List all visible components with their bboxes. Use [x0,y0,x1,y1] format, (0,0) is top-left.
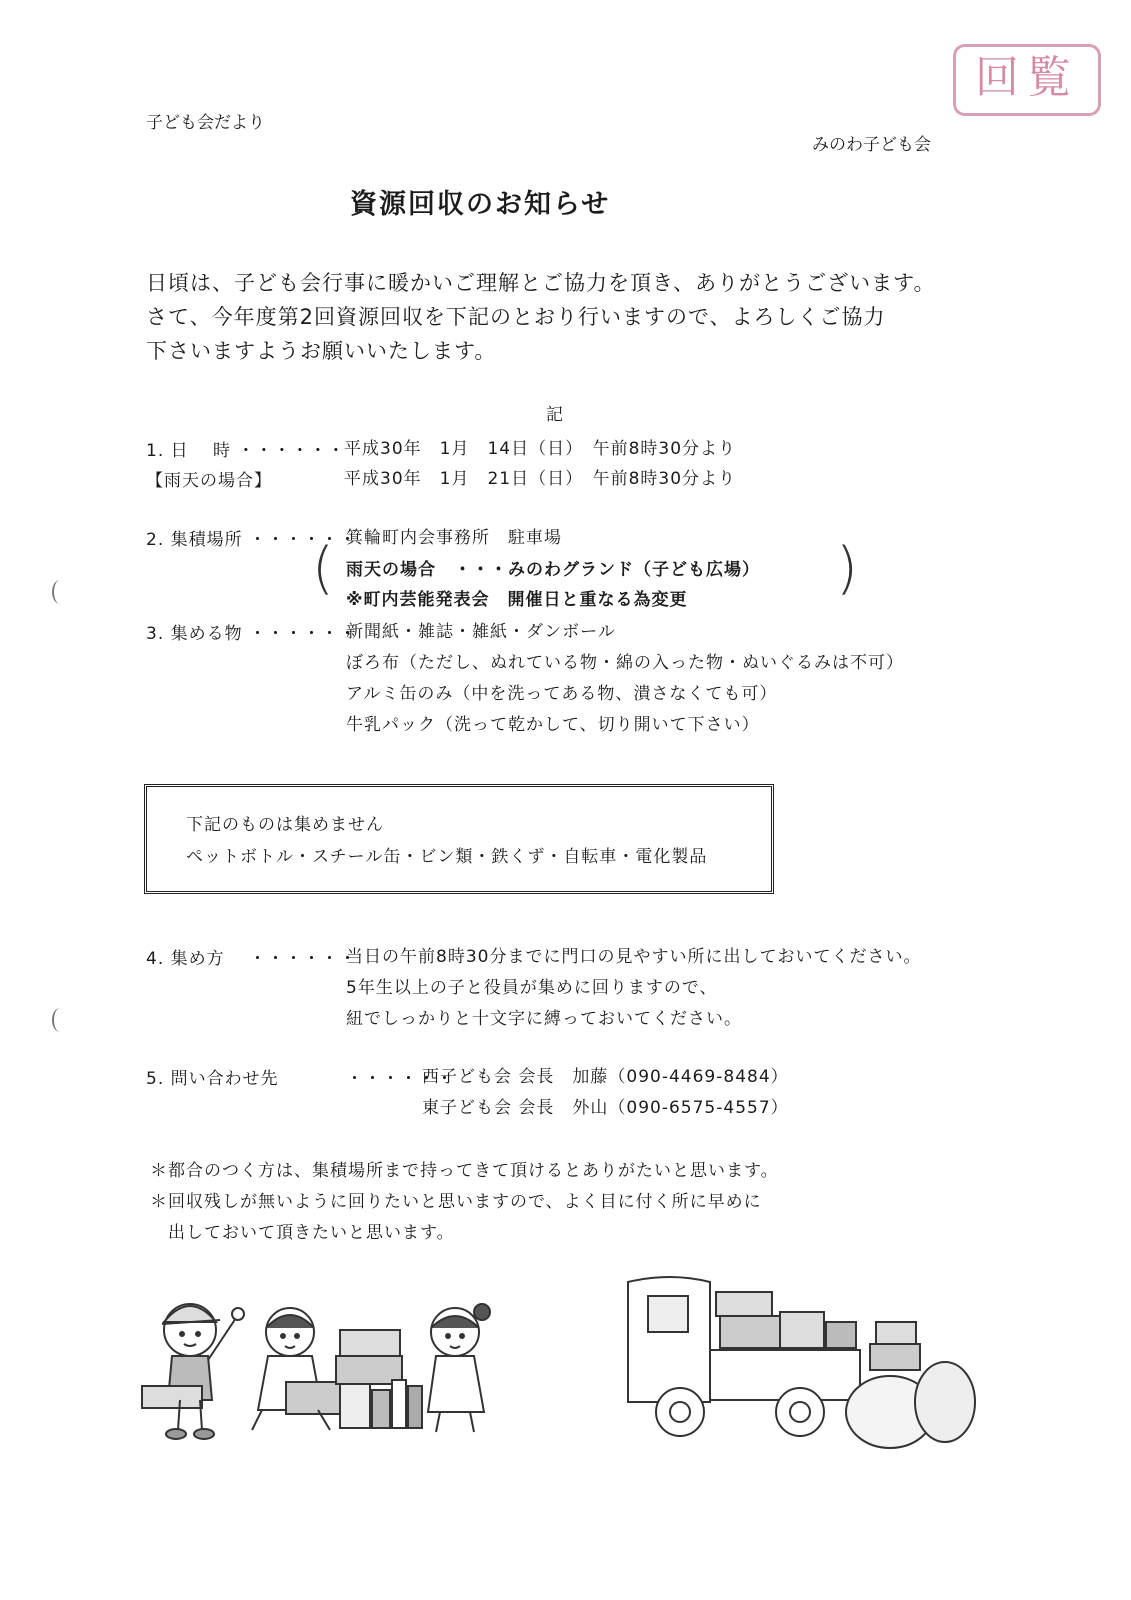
contact-west: 西子ども会 会長 加藤（090-4469-8484） [422,1067,789,1087]
contact-east: 東子ども会 会長 外山（090-6575-4557） [422,1098,789,1118]
punch-hole [52,580,68,604]
note-2: ＊回収残しが無いように回りたいと思いますので、よく目に付く所に早めに [150,1192,762,1212]
left-bracket: ( [312,536,334,601]
item3-value-3: アルミ缶のみ（中を洗ってある物、潰さなくても可） [346,684,778,704]
item1-label: 1. 日 時 ・・・・・・ [146,441,346,461]
right-bracket: ) [836,536,858,601]
item1-rain-label: 【雨天の場合】 [146,471,272,491]
item5-label: 5. 問い合わせ先 [146,1069,279,1089]
item4-label: 4. 集め方 ・・・・・・ [146,949,358,969]
intro-line-3: 下さいますようお願いいたします。 [146,339,497,363]
children-recycling-illustration [140,1290,510,1460]
item3-label: 3. 集める物 ・・・・・・ [146,624,358,644]
note-1: ＊都合のつく方は、集積場所まで持ってきて頂けるとありがたいと思います。 [150,1161,779,1181]
item3-value-1: 新聞紙・雑誌・雑紙・ダンボール [346,622,616,642]
item1-value: 平成30年 1月 14日（日） 午前8時30分より [344,439,737,459]
note-3: 出しておいて頂きたいと思います。 [150,1223,455,1243]
not-collected-heading: 下記のものは集めません [186,815,384,835]
item2-value: 箕輪町内会事務所 駐車場 [346,528,562,548]
not-collected-box [144,784,774,894]
item3-value-2: ぼろ布（ただし、ぬれている物・綿の入った物・ぬいぐるみは不可） [346,653,904,673]
page-title: 資源回収のお知らせ [350,189,611,220]
item4-value-3: 紐でしっかりと十文字に縛っておいてください。 [346,1009,742,1029]
intro-line-1: 日頃は、子ども会行事に暖かいご理解とご協力を頂き、ありがとうございます。 [146,271,936,295]
punch-hole [52,1008,68,1032]
intro-line-2: さて、今年度第2回資源回収を下記のとおり行いますので、よろしくご協力 [146,305,886,329]
not-collected-items: ペットボトル・スチール缶・ビン類・鉄くず・自転車・電化製品 [186,847,708,867]
truck-illustration [620,1262,980,1462]
newsletter-name: 子ども会だより [146,113,265,133]
item3-value-4: 牛乳パック（洗って乾かして、切り開いて下さい） [346,715,760,735]
item4-value-2: 5年生以上の子と役員が集めに回りますので、 [346,978,718,998]
item4-value-1: 当日の午前8時30分までに門口の見やすい所に出しておいてください。 [346,947,922,967]
item2-rain-note: 雨天の場合 ・・・みのわグランド（子ども広場） [346,560,760,580]
item2-label: 2. 集積場所 ・・・・・・ [146,530,358,550]
organization-name: みのわ子ども会 [812,135,931,155]
kairan-stamp: 回覧 [953,44,1101,116]
item2-rain-reason: ※町内芸能発表会 開催日と重なる為変更 [346,590,688,610]
ki-heading: 記 [546,405,564,425]
item5-dots: ・・・・・・ [346,1069,454,1089]
item1-rain-value: 平成30年 1月 21日（日） 午前8時30分より [344,469,737,489]
